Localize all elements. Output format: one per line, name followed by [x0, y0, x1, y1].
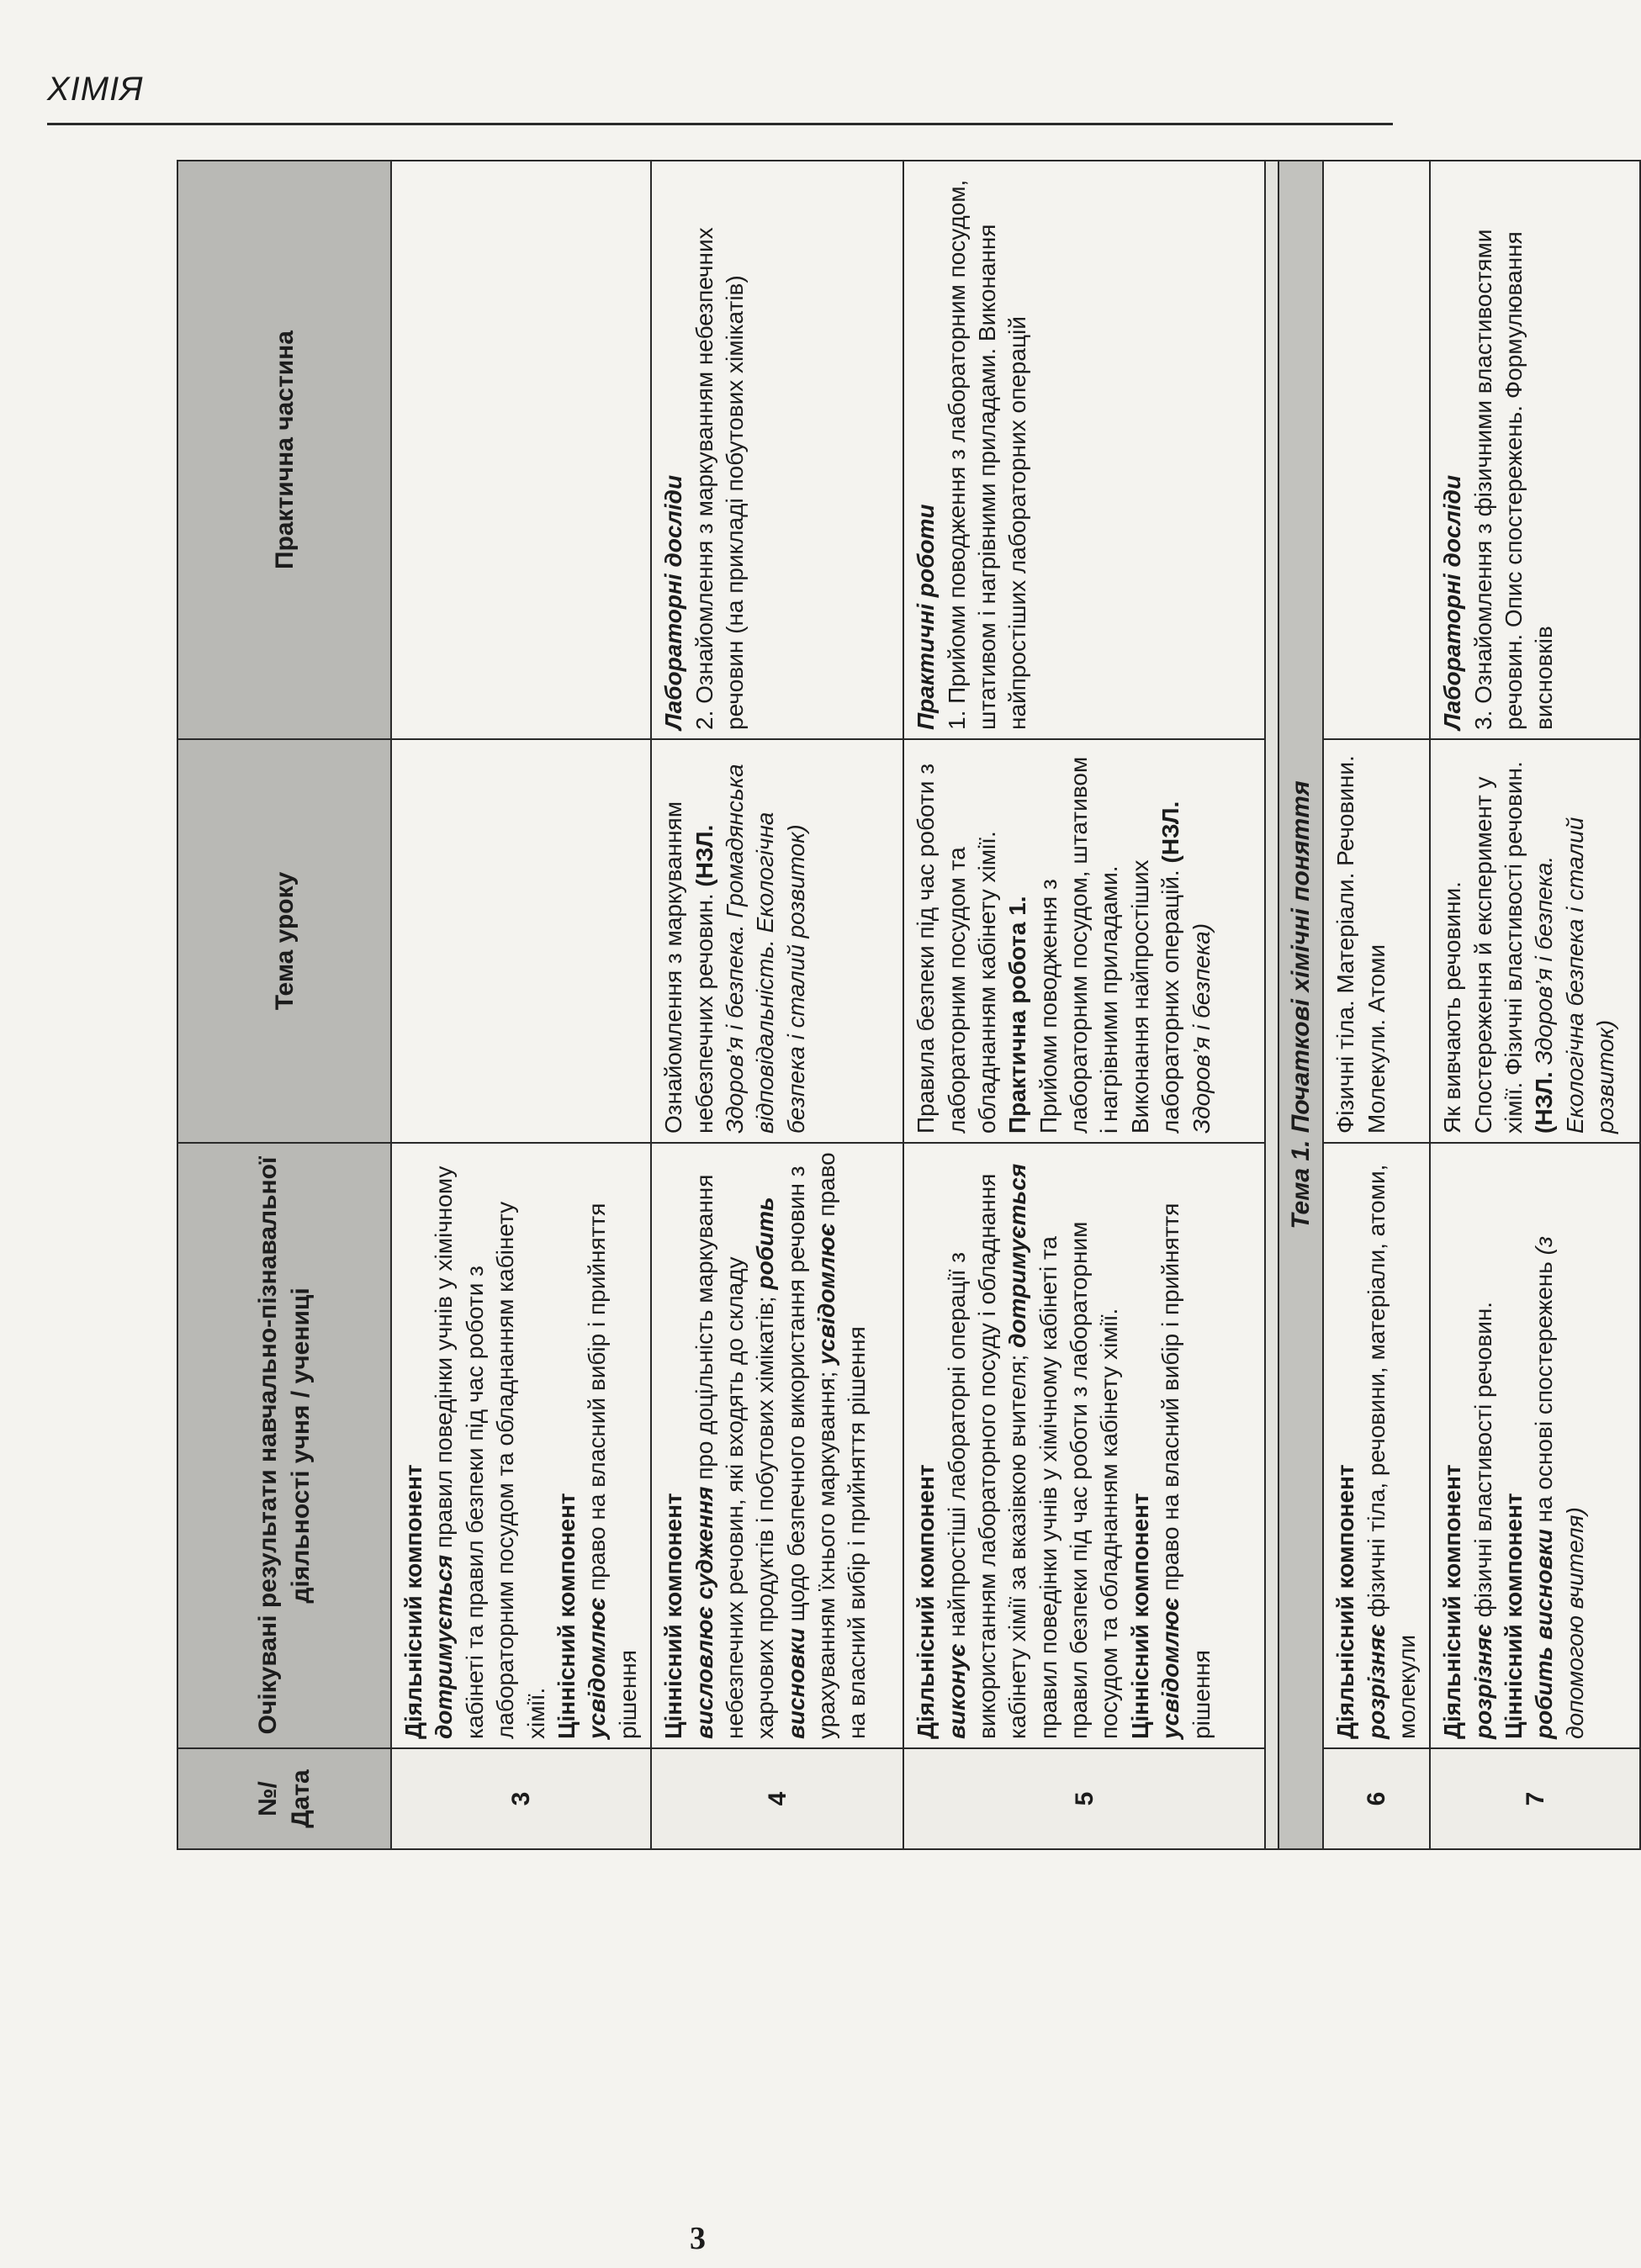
col-header-practical: Практична частина	[177, 161, 391, 739]
component-text: правил поведінки учнів у хімічному кабінеті та правил безпеки під час роботи з лабораторним посудом та обладнанням кабінету хімії.	[431, 1166, 549, 1739]
practical-cell	[391, 161, 651, 739]
topic-nzl-text: Здоров’я і безпека)	[1188, 923, 1215, 1134]
col-header-results: Очікувані результати навчально-пізнавальної діяльності учня / учениці	[177, 1143, 391, 1748]
component-verb: розрізняє	[1363, 1624, 1390, 1739]
results-cell	[651, 1143, 903, 1748]
results-cell	[903, 1143, 1265, 1748]
table-row	[1323, 161, 1430, 1849]
topic-cell	[903, 739, 1265, 1143]
component-verb: висловлює судження	[691, 1486, 717, 1739]
component-tail: (з допомогою вчителя)	[1531, 1236, 1588, 1739]
practical-cell	[1430, 161, 1640, 739]
table-row	[1430, 161, 1640, 1849]
component-text: право на власний вибір і прийняття рішення	[813, 1152, 871, 1739]
practical-title: Практичні роботи	[913, 504, 940, 730]
component-verb: виконує	[943, 1643, 970, 1739]
topic-text: Правила безпеки під час роботи з лабораторним посудом та обладнанням кабінету хімії.	[913, 763, 1000, 1134]
component-title: Ціннісний компонент	[1126, 1493, 1153, 1739]
practical-title: Лабораторні досліди	[1439, 474, 1466, 730]
table-row	[903, 161, 1265, 1849]
practical-cell	[1323, 161, 1430, 739]
lesson-plan-table	[177, 160, 1641, 1850]
component-text: правил поведінки учнів у хімічному кабінеті та правил безпеки під час роботи з лабораторним посудом та обладнанням кабінету хімії.	[1035, 1221, 1123, 1739]
topic-cell	[1323, 739, 1430, 1143]
component-verb: усвідомлює	[584, 1597, 611, 1739]
page-header	[47, 71, 1393, 134]
component-text: фізичні властивості речовин.	[1469, 1301, 1496, 1625]
practical-cell	[651, 161, 903, 739]
component-verb: усвідомлює	[1157, 1597, 1184, 1739]
topic-nzl-text: Здоров’я і безпека. Екологічна безпека і сталий розвиток)	[1531, 817, 1619, 1134]
component-title: Ціннісний компонент	[660, 1493, 687, 1739]
page-number: 3	[690, 2221, 706, 2256]
component-title: Ціннісний компонент	[1501, 1493, 1527, 1739]
spacer-cell	[1265, 161, 1278, 1849]
spacer-row	[1265, 161, 1278, 1849]
component-verb: дотримується	[431, 1554, 458, 1739]
component-verb: розрізняє	[1469, 1624, 1496, 1739]
practical-text: 1. Прийоми поводження з лабораторним посудом, штативом і нагрівними приладами. Виконання найпростіших лабораторних операцій	[943, 179, 1031, 730]
header-title: ХІМІЯ	[47, 71, 144, 108]
component-verb: робить висновки	[752, 1197, 809, 1739]
practical-text: 2. Ознайомлення з маркуванням небезпечних речовин (на прикладі побутових хімікатів)	[691, 227, 748, 730]
component-text: щодо безпечного використання речовин з урахуванням їхнього маркування;	[782, 1166, 840, 1739]
row-number: 7	[1430, 1748, 1640, 1849]
practical-title: Лабораторні досліди	[660, 474, 687, 730]
row-number: 3	[391, 1748, 651, 1849]
topic-text: Як вивчають речовини. Спостереження й експеримент у хімії. Фізичні властивості речовин.	[1439, 761, 1527, 1134]
topic-cell	[1430, 739, 1640, 1143]
topic-cell	[651, 739, 903, 1143]
work-text: Прийоми поводження з лабораторним посудом, штативом і нагрівними приладами. Виконання найпростіших лабораторних операцій.	[1035, 756, 1184, 1134]
topic-nzl-text: Здоров’я і безпека. Громадянська відповідальність. Екологічна безпека і сталий розвиток)	[721, 764, 809, 1134]
results-cell	[391, 1143, 651, 1748]
topic-text: Ознайомлення з маркуванням небезпечних речовин.	[660, 801, 717, 1134]
component-title: Діяльнісний компонент	[1332, 1464, 1359, 1739]
topic-title: Тема 1. Початкові хімічні поняття	[1278, 161, 1323, 1849]
results-cell	[1430, 1143, 1640, 1748]
component-verb: усвідомлює	[813, 1223, 840, 1365]
table-header-row	[177, 161, 391, 1849]
practical-text: 3. Ознайомлення з фізичними властивостями речовин. Опис спостережень. Формулювання висновків	[1469, 229, 1558, 730]
table-row	[391, 161, 651, 1849]
work-title: Практична робота 1.	[1004, 896, 1031, 1134]
topic-nzl: (НЗЛ.	[1531, 1071, 1558, 1134]
component-text: на основі спостережень	[1531, 1255, 1558, 1530]
topic-title-row	[1278, 161, 1323, 1849]
practical-cell	[903, 161, 1265, 739]
component-text: право на власний вибір і прийняття рішення	[1157, 1203, 1215, 1739]
header-rule	[47, 123, 1393, 125]
component-verb: робить висновки	[1531, 1529, 1558, 1739]
table-row	[651, 161, 903, 1849]
col-header-topic: Тема уроку	[177, 739, 391, 1143]
component-text: про доцільність маркування небезпечних речовин, які входять до складу харчових продуктів і побутових хімікатів;	[691, 1174, 779, 1739]
component-text: право на власний вибір і прийняття рішення	[584, 1203, 641, 1739]
rotated-table-frame	[177, 161, 1619, 1850]
col-header-number: №/ Дата	[177, 1748, 391, 1849]
results-cell	[1323, 1143, 1430, 1748]
topic-nzl: (НЗЛ.	[1157, 801, 1184, 864]
topic-text: Фізичні тіла. Матеріали. Речовини. Молекули. Атоми	[1332, 755, 1390, 1134]
component-title: Діяльнісний компонент	[1439, 1464, 1466, 1739]
topic-cell	[391, 739, 651, 1143]
component-verb: дотримується	[1004, 1163, 1031, 1348]
component-title: Діяльнісний компонент	[400, 1464, 426, 1739]
component-title: Ціннісний компонент	[553, 1493, 580, 1739]
topic-nzl: (НЗЛ.	[691, 824, 717, 887]
component-title: Діяльнісний компонент	[913, 1464, 940, 1739]
component-text: фізичні тіла, речовини, матеріали, атоми, молекули	[1363, 1164, 1420, 1739]
row-number: 5	[903, 1748, 1265, 1849]
row-number: 6	[1323, 1748, 1430, 1849]
component-text: найпростіші лабораторні операції з використанням лабораторного посуду і обладнання кабінету хімії за вказівкою вчителя;	[943, 1173, 1031, 1739]
row-number: 4	[651, 1748, 903, 1849]
